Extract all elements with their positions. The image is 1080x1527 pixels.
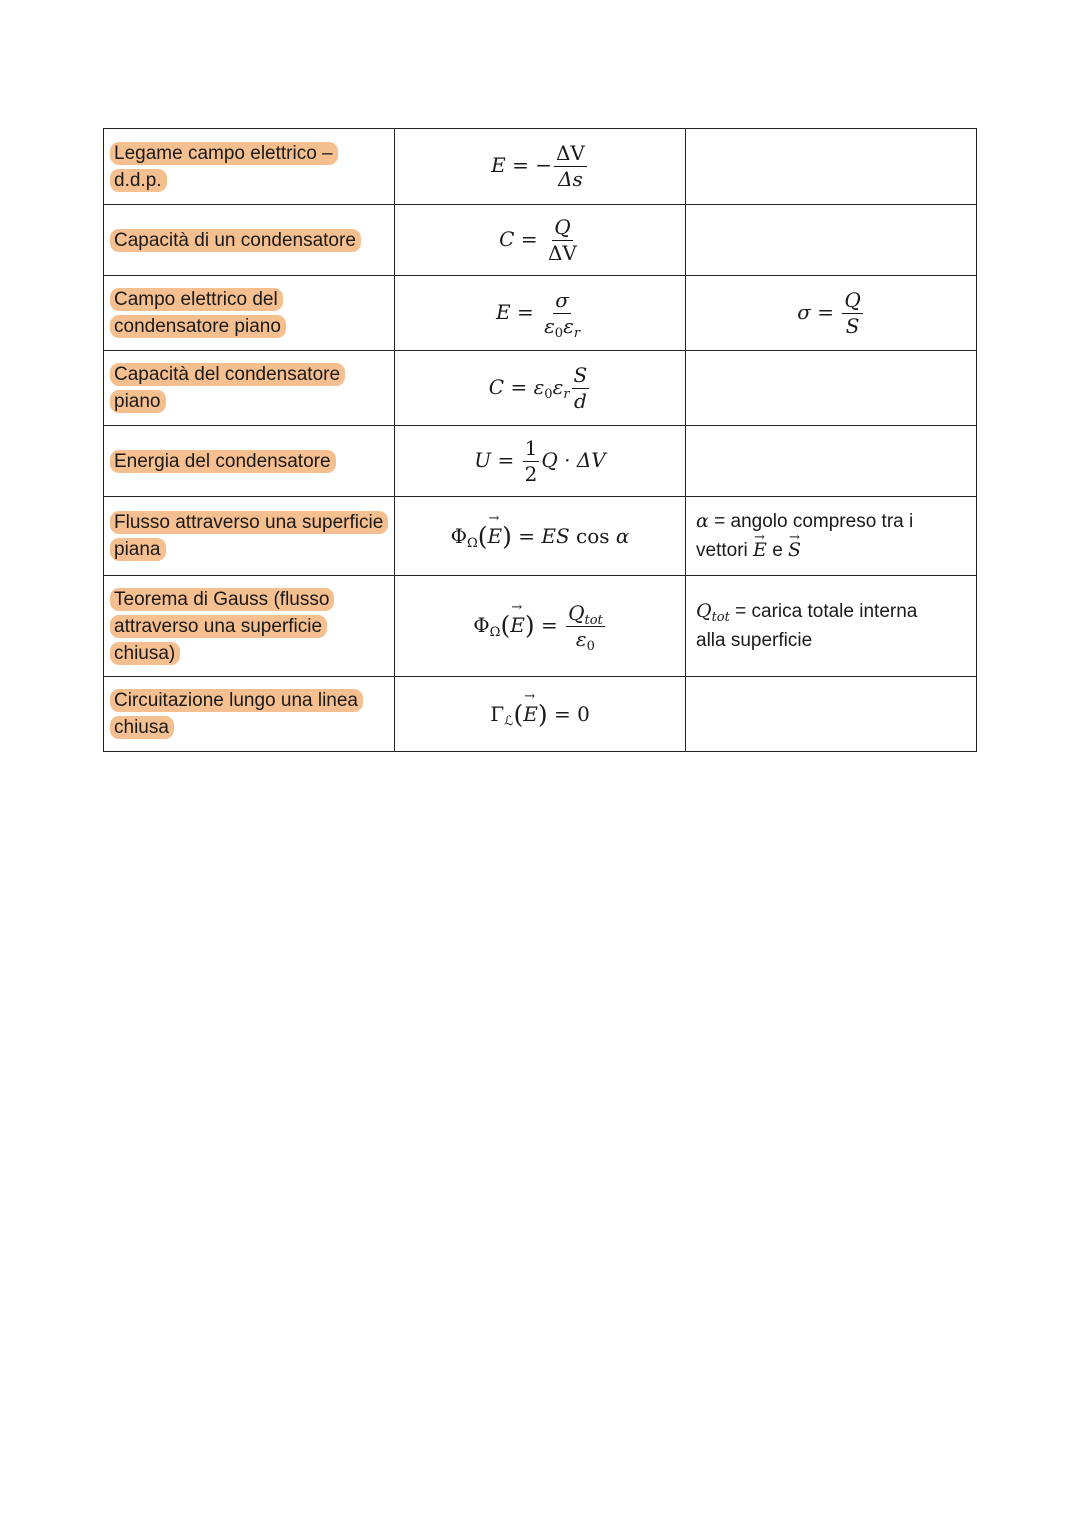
row-label-cell [104,205,395,276]
formula-flux: $\Phi_\Omega(\to E)$ = ES cos α [451,524,630,548]
formula-symbol: C [488,374,505,399]
row-label: Capacità di un condensatore [110,229,361,252]
note-text [696,507,966,565]
epsilon-symbol: ε [575,626,587,651]
charge-symbol: Q [696,600,712,622]
fraction-denominator: Δs [558,167,583,191]
row-label-cell [104,351,395,426]
formula-cell [395,276,686,351]
formula-equals: = [497,447,515,472]
row-label-cell [104,677,395,752]
row-label-cell [104,576,395,677]
formula-symbol: U [474,447,492,472]
formula-equals: = [512,153,529,177]
subscript: tot [711,610,730,625]
row-label-cell [104,129,395,205]
table-row [104,677,977,752]
fraction [542,288,582,339]
fraction-denominator: ΔV [547,240,577,265]
formula-equals: = [817,299,834,324]
row-label-cell [104,276,395,351]
formula-cell [395,677,686,752]
phi-symbol: Φ [473,612,490,637]
fraction-numerator: 1 [524,435,538,460]
row-label: Energia del condensatore [110,450,336,473]
subscript: 0 [544,386,553,402]
fraction-numerator: Q [568,600,585,625]
formula-symbol: σ [797,299,811,324]
gamma-symbol: Γ [490,701,505,726]
epsilon-symbol: ε [544,313,555,338]
formula-rhs: ES [541,523,570,548]
note-cell [686,677,977,752]
fraction [566,601,605,652]
note-cell [686,576,977,677]
vector-e: → E [523,702,538,726]
vector-s: → S [788,536,801,565]
note-line: angolo compreso tra i [730,511,914,532]
formula-rhs: 0 [577,701,590,726]
fraction-numerator: Q [844,287,861,312]
alpha-symbol: α [696,510,709,532]
fraction [523,436,540,487]
note-cell [686,351,977,426]
note-cell [686,129,977,205]
note-line: vettori [696,540,748,561]
subscript: Ω [489,624,501,640]
subscript: 0 [554,325,564,341]
row-label-cell [104,497,395,576]
formula-symbol: E [495,299,511,324]
note-line: carica totale interna [751,601,918,622]
subscript: tot [584,612,603,628]
formula-sign: − [535,153,552,177]
formula-cell [395,205,686,276]
formula-equals: = [553,701,571,726]
fraction [546,215,579,266]
formula-plane-capacitance [488,362,591,413]
subscript: r [563,386,570,402]
row-label-cell [104,426,395,497]
fraction-numerator: S [573,362,588,387]
cos-operator: cos [576,523,610,548]
formula-plane-field [495,287,584,341]
note-text [696,597,966,655]
formula-equals: = [540,612,558,637]
formula-symbol: C [499,226,515,251]
formula-equals: = [714,511,726,532]
table-row [104,576,977,677]
formula-rest: Q · ΔV [541,447,606,472]
formula-equals: = [518,523,536,548]
formula-table [103,128,977,752]
alpha-symbol: α [615,523,630,548]
table-row [104,497,977,576]
row-label: Campo elettrico del condensatore piano [110,288,286,338]
fraction [572,363,590,414]
vector-e: → E [510,613,525,637]
subscript: r [573,325,581,341]
note-conjunction: e [772,540,783,561]
epsilon-symbol: ε [552,374,564,399]
fraction [554,141,587,192]
formula-equals: = [520,226,538,251]
formula-equals: = [516,299,534,324]
formula-surface-charge-density [797,287,865,338]
fraction-numerator: Q [554,214,571,239]
phi-symbol: Φ [450,523,467,548]
formula-equals: = [735,601,747,622]
formula-circulation: $\Gamma_ℒ(\to E) = 0$ [490,702,590,726]
fraction-denominator: d [573,388,587,413]
formula-cell [395,129,686,205]
vector-e: → E [488,524,503,548]
formula-cell [395,497,686,576]
epsilon-symbol: ε [563,313,574,338]
row-label: Circuitazione lungo una linea chiusa [110,689,363,739]
formula-gauss: $\Phi_\Omega(\to E)$ = $\frac{Q_{tot}}{\varepsilon_0}$ [473,613,607,637]
table-row [104,276,977,351]
row-label: Capacità del condensatore piano [110,363,345,413]
row-label: Flusso attraverso una superficie piana [110,511,388,561]
row-label: Legame campo elettrico – d.d.p. [110,142,338,192]
fraction-numerator: σ [555,287,569,312]
formula-equals: = [510,374,528,399]
note-cell [686,497,977,576]
subscript: ℒ [504,713,514,729]
subscript: 0 [586,638,595,654]
vector-e: → E [753,536,767,565]
fraction-denominator: S [845,313,860,338]
table-row [104,351,977,426]
table-row [104,205,977,276]
formula-cell [395,351,686,426]
formula-symbol: E [491,153,506,177]
note-line: alla superficie [696,630,813,651]
subscript: Ω [466,535,478,551]
fraction [842,288,862,339]
formula-cell [395,576,686,677]
note-cell [686,426,977,497]
epsilon-symbol: ε [533,374,545,399]
note-cell [686,205,977,276]
formula-energy [474,435,606,486]
fraction-denominator: 2 [524,461,538,486]
table-row [104,129,977,205]
formula-cell [395,426,686,497]
row-label: Teorema di Gauss (flusso attraverso una superficie chiusa) [110,588,334,665]
fraction-numerator: ΔV [555,141,585,165]
note-cell [686,276,977,351]
table-row [104,426,977,497]
